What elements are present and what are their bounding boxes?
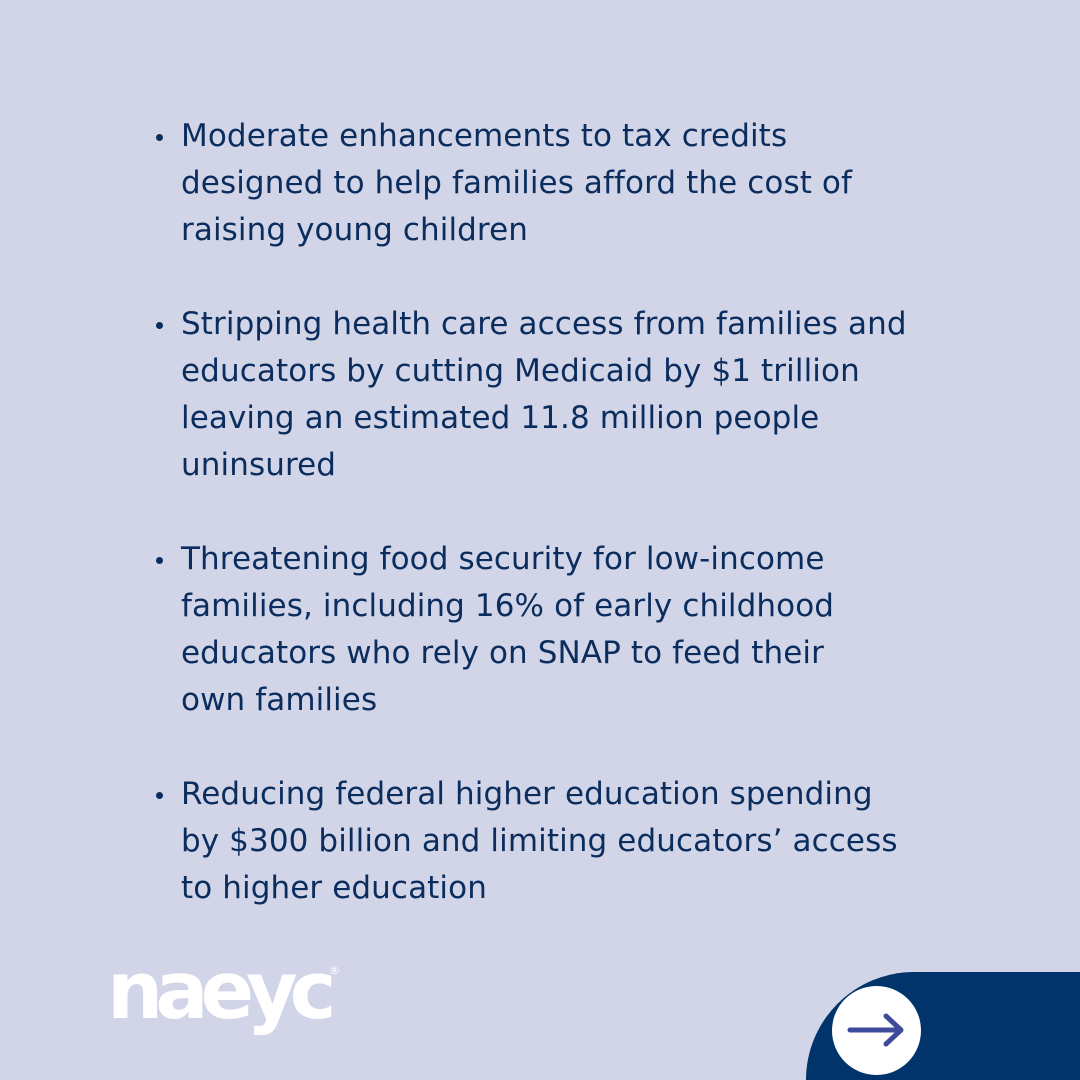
- arrow-right-icon: [846, 1010, 908, 1050]
- bullet-text: Stripping health care access from families and educators by cutting Medicaid by $1 trillion leaving an estimated 11.8 million people uninsured: [181, 306, 907, 483]
- registered-mark: ®: [329, 964, 340, 977]
- bullet-dot-icon: [156, 322, 163, 329]
- logo-text: naeyc: [107, 945, 329, 1037]
- bullet-item-higher-education: [181, 771, 981, 912]
- bullet-text: Moderate enhancements to tax credits designed to help families afford the cost of raising young children: [181, 118, 853, 248]
- naeyc-logo: [107, 945, 343, 1037]
- bullet-text: Reducing federal higher education spending by $300 billion and limiting educators’ access to higher education: [181, 776, 898, 906]
- bullet-item-tax-credits: [181, 113, 981, 254]
- bullet-dot-icon: [156, 792, 163, 799]
- bullet-dot-icon: [156, 557, 163, 564]
- bullet-dot-icon: [156, 134, 163, 141]
- bullet-item-food-security: [181, 536, 981, 724]
- next-button[interactable]: [832, 986, 921, 1075]
- bullet-item-medicaid: [181, 301, 981, 489]
- bullet-text: Threatening food security for low-income families, including 16% of early childhood educators who rely on SNAP to feed their own families: [181, 541, 835, 718]
